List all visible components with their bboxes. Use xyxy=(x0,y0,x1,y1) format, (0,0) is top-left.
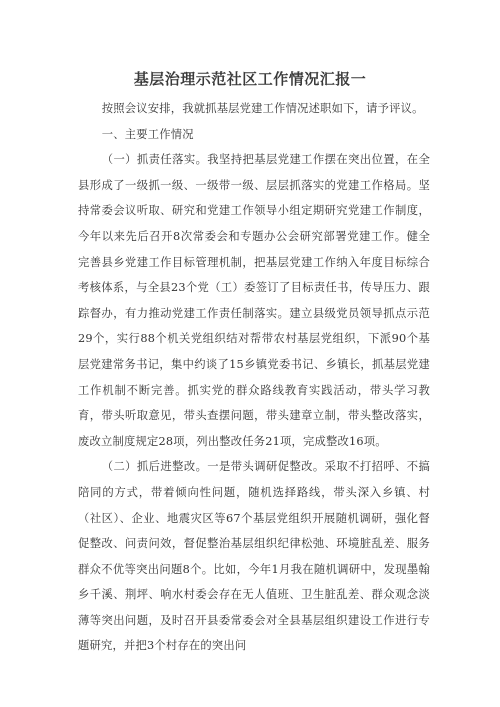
document-body xyxy=(78,96,430,659)
document-title: 基层治理示范社区工作情况汇报一 xyxy=(133,70,367,88)
intro-paragraph: 按照会议安排，我就抓基层党建工作情况述职如下，请予评议。 xyxy=(101,102,424,115)
body-paragraph: （一）抓责任落实。我坚持把基层党建工作摆在突出位置，在全县形成了一级抓一级、一级带一级、层层抓落实的党建工作格局。坚持常委会议听取、研究和党建工作领导小组定期研究党建工作制度，今年以来先后召开8次常委会和专题办公会研究部署党建工作。健全完善县乡党建工作目标管理机制，把基层党建工作纳入年度目标综合考核体系，与全县23个党（工）委签订了目标责任书，传导压力、跟踪督办，有力推动党建工作责任制落实。建立县级党员领导抓点示范29个，实行88个机关党组织结对帮带农村基层党组织，下派90个基层党建常务书记，集中约谈了15乡镇党委书记、乡镇长，抓基层党建工作机制不断完善。抓实党的群众路线教育实践活动，带头学习教育，带头听取意见，带头查摆问题，带头建章立制，带头整改落实，废改立制度规定28项，列出整改任务21项，完成整改16项。 xyxy=(78,153,430,448)
section-heading: 一、主要工作情况 xyxy=(101,127,194,141)
body-paragraph: （二）抓后进整改。一是带头调研促整改。采取不打招呼、不搞陪同的方式，带着倾向性问题，随机选择路线，带头深入乡镇、村（社区）、企业、地震灾区等67个基层党组织开展随机调研，强化督促整改、问责问效，督促整治基层组织纪律松弛、环境脏乱差、服务群众不优等突出问题8个。比如，今年1月我在随机调研中，发现墨翰乡千溪、荆坪、响水村委会存在无人值班、卫生脏乱差、群众观念淡薄等突出问题，及时召开县委常委会对全县基层组织建设工作进行专题研究，并把3个村存在的突出问 xyxy=(78,460,430,653)
